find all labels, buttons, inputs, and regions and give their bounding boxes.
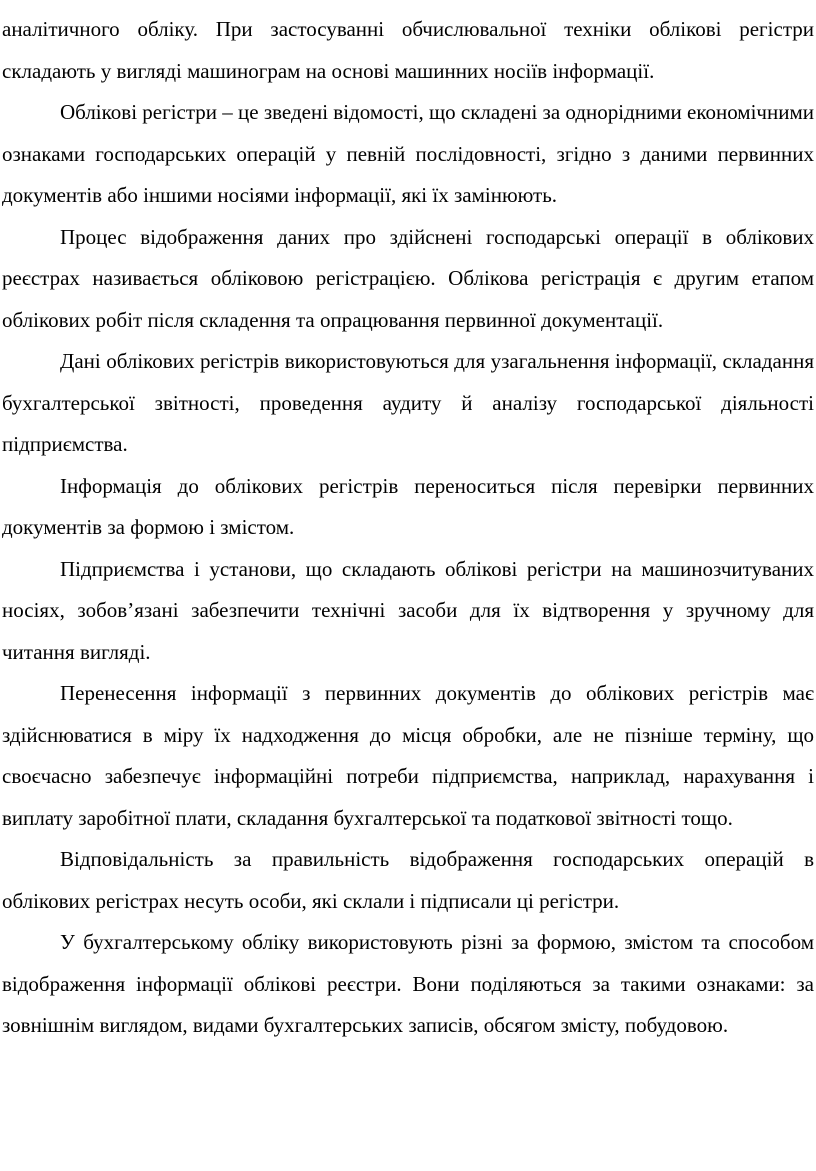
- paragraph-registers-definition: Облікові регістри – це зведені відомості, що складені за однорідними економічними ознаками господарських операцій у певній послідовності, згідно з даними первинних документів або іншими носіями інформації, які їх замінюють.: [2, 100, 815, 207]
- paragraph-transfer-timing: Перенесення інформації з первинних документів до облікових регістрів має здійснюватися в міру їх надходження до місця обробки, але не пізніше терміну, що своєчасно забезпечує інформаційні потреби підприємства, наприклад, нарахування і виплату заробітної плати, складання бухгалтерської та податкової звітності тощо.: [2, 681, 814, 830]
- paragraph-responsibility: Відповідальність за правильність відображення господарських операцій в облікових регістрах несуть особи, які склали і підписали ці регістри.: [2, 847, 814, 913]
- paragraph-registers-usage: Дані облікових регістрів використовуються для узагальнення інформації, складання бухгалтерської звітності, проведення аудиту й аналізу господарської діяльності підприємства.: [2, 349, 814, 456]
- paragraph-register-types: У бухгалтерському обліку використовують різні за формою, змістом та способом відображення інформації облікові реєстри. Вони поділяються за такими ознаками: за зовнішнім виглядом, видами бухгалтерських записів, обсягом змісту, побудовою.: [2, 930, 814, 1037]
- document-page: [2, 9, 814, 1047]
- paragraph-machine-media: Підприємства і установи, що складають облікові регістри на машинозчитуваних носіях, зобов’язані забезпечити технічні засоби для їх відтворення у зручному для читання вигляді.: [2, 556, 814, 664]
- paragraph-transfer-check: Інформація до облікових регістрів переноситься після перевірки первинних документів за формою і змістом.: [2, 473, 814, 539]
- paragraph-registration-process: Процес відображення даних про здійснені господарські операції в облікових реєстрах називається обліковою регістрацією. Облікова регістрація є другим етапом облікових робіт після складення та опрацювання первинної документації.: [2, 224, 814, 332]
- paragraph-continuation: аналітичного обліку. При застосуванні обчислювальної техніки облікові регістри складають у вигляді машинограм на основі машинних носіїв інформації.: [2, 17, 814, 83]
